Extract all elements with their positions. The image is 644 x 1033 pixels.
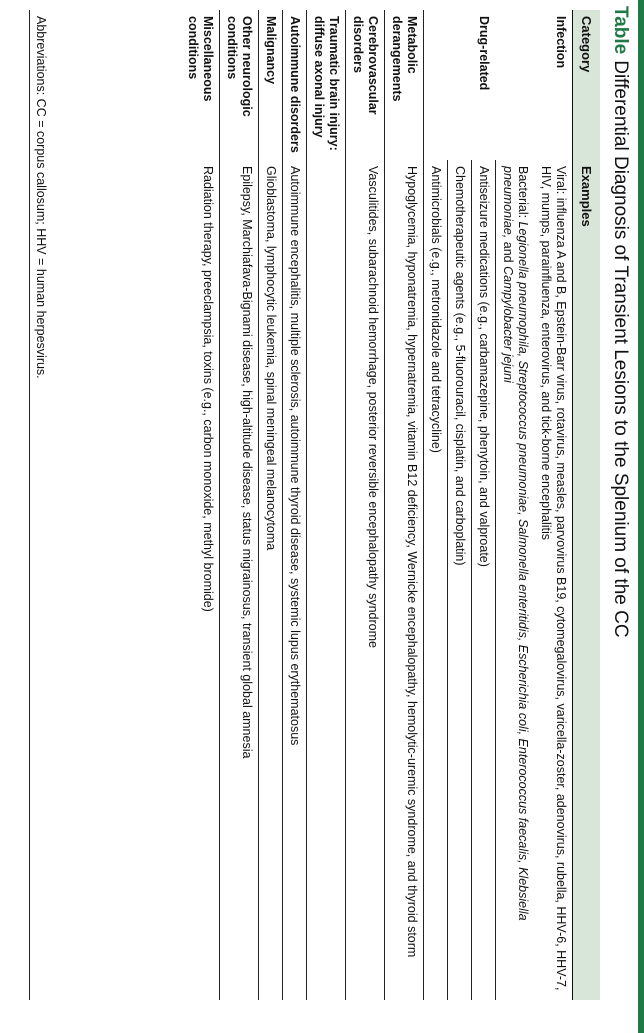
examples-malignancy: Glioblastoma, lymphocytic leukemia, spinal meningeal melanocytoma xyxy=(259,160,283,1000)
table-header-row xyxy=(573,10,601,1000)
differential-diagnosis-table xyxy=(181,10,600,1000)
examples-bacterial xyxy=(496,160,535,1000)
bacterial-prefix: Bacterial: xyxy=(516,166,530,222)
examples-tbi xyxy=(307,160,346,1000)
table-title xyxy=(602,6,638,638)
table-row xyxy=(259,10,283,1000)
category-malignancy: Malignancy xyxy=(259,10,283,160)
table-row xyxy=(181,10,220,1000)
examples-antimicrobials: Antimicrobials (e.g., metronidazole and tetracycline) xyxy=(424,160,448,1000)
category-autoimmune: Autoimmune disorders xyxy=(283,10,307,160)
examples-antiseizure: Antiseizure medications (e.g., carbamazepine, phenytoin, and valproate) xyxy=(472,160,496,1000)
table-row xyxy=(220,10,259,1000)
bacterial-list: Legionella pneumophila, Streptococcus pneumoniae, Salmonella enteritidis, Escherichia coli, Enterococcus faecalis, Klebsiella pneumoniae, xyxy=(501,166,530,921)
category-metabolic: Metabolic derangements xyxy=(385,10,424,160)
category-tbi: Traumatic brain injury: diffuse axonal injury xyxy=(307,10,346,160)
table-title-text: Differential Diagnosis of Transient Lesions to the Splenium of the CC xyxy=(610,60,631,638)
category-infection: Infection xyxy=(554,16,568,69)
header-category: Category xyxy=(573,10,601,160)
bacterial-and: and xyxy=(501,238,515,267)
abbreviations-footnote: Abbreviations: CC = corpus callosum; HHV = human herpesvirus. xyxy=(34,16,48,379)
category-misc: Miscellaneous conditions xyxy=(186,16,215,102)
table-row xyxy=(472,10,496,1000)
examples-chemo: Chemotherapeutic agents (e.g., 5-fluorouracil, cisplatin, and carboplatin) xyxy=(448,160,472,1000)
examples-cerebrovascular: Vasculitides, subarachnoid hemorrhage, posterior reversible encephalopathy syndrome xyxy=(346,160,385,1000)
table-row xyxy=(283,10,307,1000)
table-row xyxy=(534,10,573,1000)
category-cerebrovascular: Cerebrovascular disorders xyxy=(346,10,385,160)
examples-metabolic: Hypoglycemia, hyponatremia, hypernatremia, vitamin B12 deficiency, Wernicke encephalopathy, hemolytic-uremic syndrome, and thyroid storm xyxy=(385,160,424,1000)
top-accent-bar xyxy=(638,0,644,1033)
bacterial-last: Campylobacter jejuni xyxy=(501,266,515,383)
table-row xyxy=(307,10,346,1000)
bottom-rule xyxy=(29,10,30,1000)
examples-misc: Radiation therapy, preeclampsia, toxins (e.g., carbon monoxide, methyl bromide) xyxy=(201,166,215,612)
table-label: Table xyxy=(610,6,631,55)
examples-autoimmune: Autoimmune encephalitis, multiple sclerosis, autoimmune thyroid disease, systemic lupus erythematosus xyxy=(283,160,307,1000)
examples-neuro: Epilepsy, Marchiafava-Bignami disease, high-altitude disease, status migrainosus, transient global amnesia xyxy=(220,160,259,1000)
category-neuro: Other neurologic conditions xyxy=(220,10,259,160)
category-drug: Drug-related xyxy=(424,10,496,160)
table-row xyxy=(385,10,424,1000)
header-examples: Examples xyxy=(573,160,601,1000)
examples-viral: Viral: influenza A and B, Epstein-Barr virus, rotavirus, measles, parvovirus B19, cytomegalovirus, varicella-zoster, adenovirus, rubella, HHV-6, HHV-7, HIV, mumps, parainfluenza, enterovirus, and tick-borne encephalitis xyxy=(539,166,568,991)
table-row xyxy=(346,10,385,1000)
